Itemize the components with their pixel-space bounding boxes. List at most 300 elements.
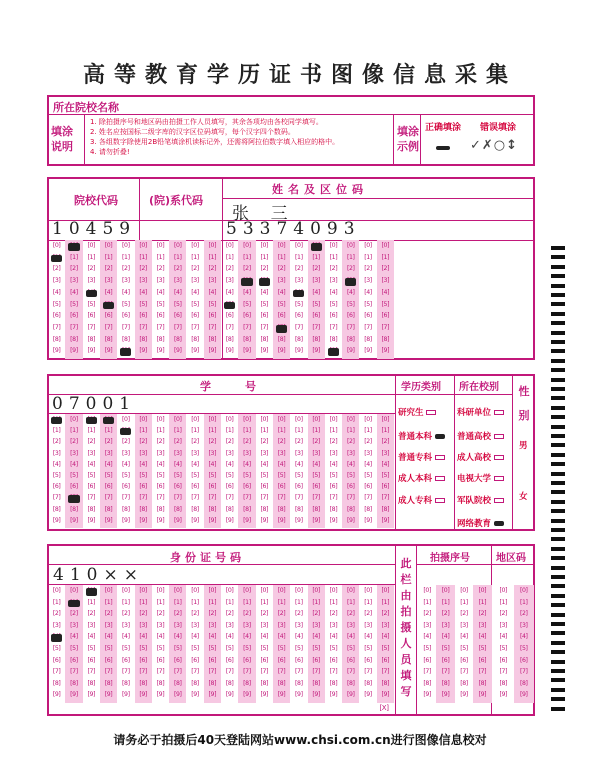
student-no-bubble[interactable]: [0]: [243, 416, 251, 423]
id-number-bubble[interactable]: [6]: [312, 656, 320, 664]
student-no-bubble[interactable]: [6]: [122, 483, 130, 491]
id-number-bubble[interactable]: [5]: [312, 645, 320, 652]
id-number-bubble[interactable]: [3]: [156, 621, 165, 629]
id-number-bubble[interactable]: [1]: [381, 598, 390, 606]
student-no-bubble[interactable]: [8]: [87, 505, 96, 513]
name-codes-bubble[interactable]: [3]: [70, 277, 78, 285]
name-codes-bubble[interactable]: [1]: [122, 253, 130, 261]
student-no-bubble[interactable]: [6]: [364, 483, 372, 491]
student-no-bubble[interactable]: [8]: [364, 505, 372, 513]
student-no-bubble[interactable]: [1]: [381, 427, 390, 435]
id-number-bubble[interactable]: [5]: [260, 645, 269, 652]
region-code-bubble[interactable]: [9]: [519, 691, 528, 699]
student-no-bubble[interactable]: [2]: [156, 438, 165, 446]
name-codes-bubble[interactable]: [0]: [208, 242, 217, 249]
region-code-bubble[interactable]: [2]: [499, 610, 508, 618]
name-codes-bubble[interactable]: [6]: [225, 312, 234, 320]
id-number-bubble[interactable]: [4]: [277, 633, 286, 641]
name-codes-bubble[interactable]: [1]: [312, 253, 320, 261]
photo-no-bubble[interactable]: [4]: [441, 633, 450, 641]
id-number-bubble[interactable]: [5]: [295, 645, 303, 652]
name-codes-bubble[interactable]: [3]: [87, 277, 96, 285]
id-number-bubble[interactable]: [2]: [295, 610, 303, 618]
id-number-bubble[interactable]: [5]: [122, 645, 130, 652]
photo-no-bubble[interactable]: [3]: [423, 621, 431, 629]
id-number-bubble[interactable]: [2]: [364, 610, 372, 618]
student-no-bubble[interactable]: [3]: [225, 449, 234, 457]
id-number-bubble[interactable]: [3]: [277, 621, 286, 629]
student-no-bubble[interactable]: [9]: [346, 516, 355, 524]
name-codes-bubble[interactable]: [4]: [381, 288, 390, 296]
student-no-bubble[interactable]: [4]: [104, 460, 113, 468]
student-no-bubble[interactable]: [2]: [225, 438, 234, 446]
name-codes-bubble[interactable]: [0]: [104, 242, 113, 249]
region-code-bubble[interactable]: [8]: [499, 679, 508, 687]
student-no-bubble[interactable]: [3]: [381, 449, 390, 457]
student-no-bubble[interactable]: [4]: [156, 460, 165, 468]
student-no-bubble[interactable]: [5]: [295, 472, 303, 479]
id-number-bubble[interactable]: [2]: [381, 610, 390, 618]
name-codes-bubble[interactable]: [5]: [122, 300, 130, 308]
id-number-bubble[interactable]: [0]: [295, 587, 303, 594]
student-no-bubble[interactable]: [4]: [122, 460, 130, 468]
student-no-bubble[interactable]: [8]: [173, 505, 182, 513]
id-number-bubble[interactable]: [4]: [243, 633, 251, 641]
name-codes-bubble[interactable]: [0]: [191, 242, 199, 249]
student-no-bubble[interactable]: [5]: [70, 472, 78, 479]
student-no-bubble[interactable]: [5]: [104, 472, 113, 479]
student-no-bubble[interactable]: [5]: [277, 472, 286, 479]
id-number-bubble[interactable]: [1]: [225, 598, 234, 606]
photo-no-bubble[interactable]: [0]: [423, 587, 431, 594]
id-number-bubble[interactable]: [0]: [243, 587, 251, 594]
id-number-bubble[interactable]: [9]: [243, 691, 251, 699]
student-no-bubble[interactable]: [6]: [295, 483, 303, 491]
name-codes-bubble[interactable]: [3]: [122, 277, 130, 285]
name-codes-bubble[interactable]: [7]: [173, 323, 182, 331]
id-number-bubble[interactable]: [8]: [225, 679, 234, 687]
name-codes-bubble[interactable]: [2]: [87, 265, 96, 273]
student-no-bubble[interactable]: [6]: [346, 483, 355, 491]
student-no-bubble[interactable]: [8]: [70, 505, 78, 513]
school-type-option-box[interactable]: [494, 498, 504, 503]
id-number-bubble[interactable]: [5]: [52, 645, 61, 652]
name-codes-bubble[interactable]: [0]: [173, 242, 182, 249]
student-no-bubble[interactable]: [8]: [381, 505, 390, 513]
id-number-bubble[interactable]: [6]: [87, 656, 96, 664]
id-number-bubble[interactable]: [7]: [104, 668, 113, 676]
region-code-bubble[interactable]: [0]: [519, 587, 528, 594]
id-number-bubble[interactable]: [1]: [329, 598, 338, 606]
name-codes-bubble[interactable]: [4]: [104, 288, 113, 296]
name-codes-bubble[interactable]: [8]: [346, 335, 355, 343]
student-no-bubble[interactable]: [2]: [295, 438, 303, 446]
student-no-bubble[interactable]: [7]: [208, 494, 217, 502]
student-no-bubble[interactable]: [6]: [104, 483, 113, 491]
student-no-bubble[interactable]: [0]: [225, 416, 234, 423]
name-codes-bubble[interactable]: [9]: [52, 347, 61, 355]
name-codes-bubble[interactable]: [2]: [243, 265, 251, 273]
name-codes-bubble[interactable]: [6]: [104, 312, 113, 320]
name-codes-bubble[interactable]: [1]: [243, 253, 251, 261]
id-number-bubble[interactable]: [9]: [191, 691, 199, 699]
name-codes-bubble[interactable]: [8]: [277, 335, 286, 343]
region-code-bubble[interactable]: [7]: [519, 668, 528, 676]
name-codes-bubble[interactable]: [9]: [139, 347, 147, 355]
name-codes-bubble[interactable]: [4]: [156, 288, 165, 296]
photo-no-bubble[interactable]: [9]: [460, 691, 468, 699]
id-number-bubble[interactable]: [0]: [52, 587, 61, 594]
name-codes-bubble[interactable]: [7]: [191, 323, 199, 331]
id-number-bubble[interactable]: [5]: [87, 645, 96, 652]
id-number-bubble[interactable]: [6]: [225, 656, 234, 664]
student-no-bubble[interactable]: [6]: [312, 483, 320, 491]
id-number-bubble[interactable]: [3]: [225, 621, 234, 629]
name-codes-bubble[interactable]: [5]: [295, 300, 303, 308]
name-codes-bubble[interactable]: [6]: [52, 312, 61, 320]
id-number-bubble[interactable]: [6]: [208, 656, 217, 664]
name-codes-bubble[interactable]: [7]: [104, 323, 113, 331]
id-number-bubble[interactable]: [7]: [87, 668, 96, 676]
name-codes-bubble[interactable]: [0]: [122, 242, 130, 249]
student-no-bubble[interactable]: [3]: [364, 449, 372, 457]
student-no-bubble[interactable]: [4]: [381, 460, 390, 468]
id-number-bubble[interactable]: [4]: [260, 633, 269, 641]
name-codes-bubble[interactable]: [5]: [346, 300, 355, 308]
student-no-bubble[interactable]: [4]: [52, 460, 61, 468]
photo-no-bubble[interactable]: [3]: [441, 621, 450, 629]
id-number-bubble[interactable]: [8]: [139, 679, 147, 687]
region-code-bubble[interactable]: [5]: [499, 645, 508, 652]
name-codes-bubble[interactable]: [3]: [208, 277, 217, 285]
name-codes-bubble[interactable]: [5]: [260, 300, 269, 308]
student-no-bubble[interactable]: [2]: [122, 438, 130, 446]
id-number-bubble[interactable]: [6]: [70, 656, 78, 664]
id-number-bubble[interactable]: [5]: [191, 645, 199, 652]
region-code-bubble[interactable]: [9]: [499, 691, 508, 699]
student-no-bubble[interactable]: [8]: [277, 505, 286, 513]
name-codes-bubble[interactable]: [9]: [243, 347, 251, 355]
id-number-bubble[interactable]: [3]: [70, 621, 78, 629]
id-number-bubble[interactable]: [3]: [139, 621, 147, 629]
name-codes-bubble[interactable]: [1]: [260, 253, 269, 261]
school-type-option-box[interactable]: [494, 455, 504, 460]
student-no-bubble[interactable]: [1]: [260, 427, 269, 435]
id-number-bubble[interactable]: [6]: [122, 656, 130, 664]
id-number-bubble[interactable]: [3]: [364, 621, 372, 629]
name-codes-bubble[interactable]: [1]: [70, 253, 78, 261]
id-number-bubble[interactable]: [9]: [381, 691, 390, 699]
name-codes-bubble[interactable]: [1]: [104, 253, 113, 261]
photo-no-bubble[interactable]: [0]: [441, 587, 450, 594]
id-number-bubble[interactable]: [7]: [173, 668, 182, 676]
student-no-bubble[interactable]: [3]: [295, 449, 303, 457]
name-codes-bubble[interactable]: [0]: [260, 242, 269, 249]
student-no-bubble[interactable]: [0]: [70, 416, 78, 423]
id-number-bubble[interactable]: [1]: [156, 598, 165, 606]
student-no-bubble[interactable]: [3]: [104, 449, 113, 457]
name-codes-bubble[interactable]: [7]: [87, 323, 96, 331]
student-no-bubble[interactable]: [2]: [243, 438, 251, 446]
name-codes-bubble[interactable]: [9]: [208, 347, 217, 355]
name-codes-bubble[interactable]: [9]: [346, 347, 355, 355]
student-no-bubble[interactable]: [4]: [173, 460, 182, 468]
name-codes-bubble[interactable]: [8]: [329, 335, 338, 343]
id-number-bubble[interactable]: [2]: [173, 610, 182, 618]
id-number-bubble[interactable]: [2]: [329, 610, 338, 618]
school-type-option-box[interactable]: [494, 434, 504, 439]
student-no-bubble[interactable]: [4]: [346, 460, 355, 468]
name-codes-bubble[interactable]: [8]: [243, 335, 251, 343]
student-no-bubble[interactable]: [1]: [87, 427, 96, 435]
name-codes-bubble[interactable]: [1]: [295, 253, 303, 261]
name-codes-bubble[interactable]: [3]: [156, 277, 165, 285]
photo-no-bubble[interactable]: [1]: [478, 598, 487, 606]
id-extra-cell-x[interactable]: [X]: [379, 704, 389, 712]
region-code-bubble[interactable]: [5]: [519, 645, 528, 652]
id-number-bubble[interactable]: [7]: [346, 668, 355, 676]
student-no-bubble[interactable]: [3]: [52, 449, 61, 457]
id-number-bubble[interactable]: [9]: [173, 691, 182, 699]
name-codes-bubble[interactable]: [8]: [295, 335, 303, 343]
id-number-bubble[interactable]: [9]: [312, 691, 320, 699]
name-codes-bubble[interactable]: [9]: [364, 347, 372, 355]
id-number-bubble[interactable]: [9]: [52, 691, 61, 699]
id-number-bubble[interactable]: [5]: [277, 645, 286, 652]
name-codes-bubble[interactable]: [9]: [381, 347, 390, 355]
edu-type-option[interactable]: 普通本科: [398, 432, 433, 442]
id-number-bubble[interactable]: [9]: [225, 691, 234, 699]
id-number-bubble[interactable]: [9]: [139, 691, 147, 699]
name-codes-bubble[interactable]: [7]: [139, 323, 147, 331]
id-number-bubble[interactable]: [4]: [156, 633, 165, 641]
student-no-bubble[interactable]: [2]: [70, 438, 78, 446]
photo-no-bubble[interactable]: [0]: [460, 587, 468, 594]
region-code-bubble[interactable]: [7]: [499, 668, 508, 676]
id-number-bubble[interactable]: [0]: [208, 587, 217, 594]
student-no-bubble[interactable]: [2]: [104, 438, 113, 446]
region-code-bubble[interactable]: [3]: [499, 621, 508, 629]
student-no-bubble[interactable]: [1]: [70, 427, 78, 435]
id-number-bubble[interactable]: [2]: [312, 610, 320, 618]
name-codes-bubble[interactable]: [5]: [156, 300, 165, 308]
name-codes-bubble[interactable]: [4]: [329, 288, 338, 296]
student-no-bubble[interactable]: [3]: [346, 449, 355, 457]
student-no-bubble[interactable]: [4]: [277, 460, 286, 468]
student-no-bubble[interactable]: [9]: [87, 516, 96, 524]
name-codes-bubble[interactable]: [8]: [208, 335, 217, 343]
name-codes-bubble[interactable]: [7]: [208, 323, 217, 331]
student-no-bubble[interactable]: [3]: [173, 449, 182, 457]
student-no-bubble[interactable]: [3]: [70, 449, 78, 457]
photo-no-bubble[interactable]: [6]: [423, 656, 431, 664]
student-no-bubble[interactable]: [9]: [156, 516, 165, 524]
student-no-bubble[interactable]: [7]: [139, 494, 147, 502]
id-number-bubble[interactable]: [8]: [295, 679, 303, 687]
id-number-bubble[interactable]: [4]: [295, 633, 303, 641]
student-no-bubble[interactable]: [2]: [277, 438, 286, 446]
id-number-bubble[interactable]: [5]: [381, 645, 390, 652]
student-no-bubble[interactable]: [1]: [191, 427, 199, 435]
student-no-bubble[interactable]: [6]: [225, 483, 234, 491]
id-number-bubble[interactable]: [5]: [70, 645, 78, 652]
name-codes-bubble[interactable]: [4]: [225, 288, 234, 296]
photo-no-bubble[interactable]: [9]: [423, 691, 431, 699]
region-code-bubble[interactable]: [1]: [519, 598, 528, 606]
student-no-bubble[interactable]: [3]: [139, 449, 147, 457]
photo-no-bubble[interactable]: [2]: [460, 610, 468, 618]
id-number-bubble[interactable]: [6]: [295, 656, 303, 664]
name-codes-bubble[interactable]: [4]: [52, 288, 61, 296]
id-number-bubble[interactable]: [8]: [329, 679, 338, 687]
id-number-bubble[interactable]: [1]: [312, 598, 320, 606]
id-number-bubble[interactable]: [0]: [156, 587, 165, 594]
name-codes-bubble[interactable]: [4]: [191, 288, 199, 296]
id-number-bubble[interactable]: [9]: [122, 691, 130, 699]
photo-no-bubble[interactable]: [9]: [441, 691, 450, 699]
name-codes-bubble[interactable]: [6]: [208, 312, 217, 320]
student-no-bubble[interactable]: [6]: [208, 483, 217, 491]
photo-no-bubble[interactable]: [4]: [460, 633, 468, 641]
region-code-bubble[interactable]: [4]: [499, 633, 508, 641]
name-codes-bubble[interactable]: [2]: [329, 265, 338, 273]
student-no-bubble[interactable]: [7]: [295, 494, 303, 502]
id-number-bubble[interactable]: [8]: [260, 679, 269, 687]
name-codes-bubble[interactable]: [2]: [70, 265, 78, 273]
student-no-bubble[interactable]: [9]: [243, 516, 251, 524]
student-no-bubble[interactable]: [2]: [52, 438, 61, 446]
id-number-bubble[interactable]: [7]: [295, 668, 303, 676]
student-no-bubble[interactable]: [1]: [295, 427, 303, 435]
name-codes-bubble[interactable]: [8]: [260, 335, 269, 343]
id-number-bubble[interactable]: [3]: [381, 621, 390, 629]
name-codes-bubble[interactable]: [0]: [139, 242, 147, 249]
gender-option[interactable]: 男: [519, 441, 528, 451]
student-no-bubble[interactable]: [9]: [139, 516, 147, 524]
name-codes-bubble[interactable]: [3]: [295, 277, 303, 285]
student-no-bubble[interactable]: [1]: [156, 427, 165, 435]
student-no-bubble[interactable]: [2]: [191, 438, 199, 446]
student-no-bubble[interactable]: [9]: [295, 516, 303, 524]
id-number-bubble[interactable]: [6]: [243, 656, 251, 664]
name-codes-bubble[interactable]: [1]: [346, 253, 355, 261]
name-codes-bubble[interactable]: [1]: [381, 253, 390, 261]
photo-no-bubble[interactable]: [5]: [460, 645, 468, 652]
student-no-bubble[interactable]: [8]: [295, 505, 303, 513]
id-number-bubble[interactable]: [6]: [156, 656, 165, 664]
name-codes-bubble[interactable]: [5]: [364, 300, 372, 308]
photo-no-bubble[interactable]: [2]: [478, 610, 487, 618]
name-codes-bubble[interactable]: [9]: [173, 347, 182, 355]
name-codes-bubble[interactable]: [9]: [225, 347, 234, 355]
id-number-bubble[interactable]: [5]: [364, 645, 372, 652]
name-codes-bubble[interactable]: [8]: [139, 335, 147, 343]
name-codes-bubble[interactable]: [2]: [52, 265, 61, 273]
student-no-bubble[interactable]: [8]: [52, 505, 61, 513]
name-codes-bubble[interactable]: [3]: [364, 277, 372, 285]
student-no-bubble[interactable]: [2]: [208, 438, 217, 446]
student-no-bubble[interactable]: [5]: [208, 472, 217, 479]
name-codes-bubble[interactable]: [5]: [329, 300, 338, 308]
id-number-bubble[interactable]: [6]: [104, 656, 113, 664]
id-number-bubble[interactable]: [3]: [208, 621, 217, 629]
name-codes-bubble[interactable]: [9]: [156, 347, 165, 355]
photo-no-bubble[interactable]: [6]: [478, 656, 487, 664]
edu-type-option-box[interactable]: [435, 455, 445, 460]
gender-option[interactable]: 女: [519, 492, 528, 502]
name-codes-bubble[interactable]: [7]: [243, 323, 251, 331]
name-codes-bubble[interactable]: [1]: [191, 253, 199, 261]
name-codes-bubble[interactable]: [8]: [52, 335, 61, 343]
name-codes-bubble[interactable]: [5]: [87, 300, 96, 308]
student-no-bubble[interactable]: [3]: [87, 449, 96, 457]
id-number-bubble[interactable]: [0]: [260, 587, 269, 594]
student-no-bubble[interactable]: [8]: [156, 505, 165, 513]
name-codes-bubble[interactable]: [1]: [364, 253, 372, 261]
photo-no-bubble[interactable]: [3]: [460, 621, 468, 629]
id-number-bubble[interactable]: [9]: [104, 691, 113, 699]
name-codes-bubble[interactable]: [3]: [329, 277, 338, 285]
id-number-bubble[interactable]: [4]: [122, 633, 130, 641]
name-codes-bubble[interactable]: [9]: [312, 347, 320, 355]
id-number-bubble[interactable]: [7]: [260, 668, 269, 676]
id-number-bubble[interactable]: [4]: [139, 633, 147, 641]
name-codes-bubble[interactable]: [9]: [87, 347, 96, 355]
name-codes-bubble[interactable]: [4]: [346, 288, 355, 296]
name-codes-bubble[interactable]: [7]: [122, 323, 130, 331]
region-code-bubble[interactable]: [2]: [519, 610, 528, 618]
name-codes-bubble[interactable]: [7]: [260, 323, 269, 331]
student-no-bubble[interactable]: [3]: [329, 449, 338, 457]
name-codes-bubble[interactable]: [4]: [122, 288, 130, 296]
student-no-bubble[interactable]: [1]: [52, 427, 61, 435]
name-codes-bubble[interactable]: [7]: [346, 323, 355, 331]
student-no-bubble[interactable]: [5]: [329, 472, 338, 479]
id-number-bubble[interactable]: [2]: [139, 610, 147, 618]
student-no-bubble[interactable]: [0]: [260, 416, 269, 423]
name-codes-bubble[interactable]: [7]: [329, 323, 338, 331]
student-no-bubble[interactable]: [7]: [243, 494, 251, 502]
name-codes-bubble[interactable]: [7]: [295, 323, 303, 331]
student-no-bubble[interactable]: [7]: [329, 494, 338, 502]
id-number-bubble[interactable]: [2]: [70, 610, 78, 618]
edu-type-option[interactable]: 成人本科: [398, 474, 433, 484]
id-number-bubble[interactable]: [2]: [260, 610, 269, 618]
id-number-bubble[interactable]: [1]: [191, 598, 199, 606]
student-no-bubble[interactable]: [7]: [156, 494, 165, 502]
id-number-bubble[interactable]: [9]: [260, 691, 269, 699]
photo-no-bubble[interactable]: [7]: [478, 668, 487, 676]
name-codes-bubble[interactable]: [2]: [277, 265, 286, 273]
id-number-bubble[interactable]: [9]: [346, 691, 355, 699]
student-no-bubble[interactable]: [2]: [329, 438, 338, 446]
student-no-bubble[interactable]: [5]: [225, 472, 234, 479]
id-number-bubble[interactable]: [1]: [87, 598, 96, 606]
id-number-bubble[interactable]: [0]: [277, 587, 286, 594]
student-no-bubble[interactable]: [0]: [191, 416, 199, 423]
name-codes-bubble[interactable]: [0]: [381, 242, 390, 249]
student-no-bubble[interactable]: [6]: [87, 483, 96, 491]
name-codes-bubble[interactable]: [5]: [208, 300, 217, 308]
id-number-bubble[interactable]: [4]: [346, 633, 355, 641]
name-codes-bubble[interactable]: [6]: [173, 312, 182, 320]
id-number-bubble[interactable]: [0]: [329, 587, 338, 594]
id-number-bubble[interactable]: [1]: [173, 598, 182, 606]
id-number-bubble[interactable]: [6]: [260, 656, 269, 664]
name-codes-bubble[interactable]: [1]: [139, 253, 147, 261]
id-number-bubble[interactable]: [7]: [52, 668, 61, 676]
student-no-bubble[interactable]: [6]: [156, 483, 165, 491]
